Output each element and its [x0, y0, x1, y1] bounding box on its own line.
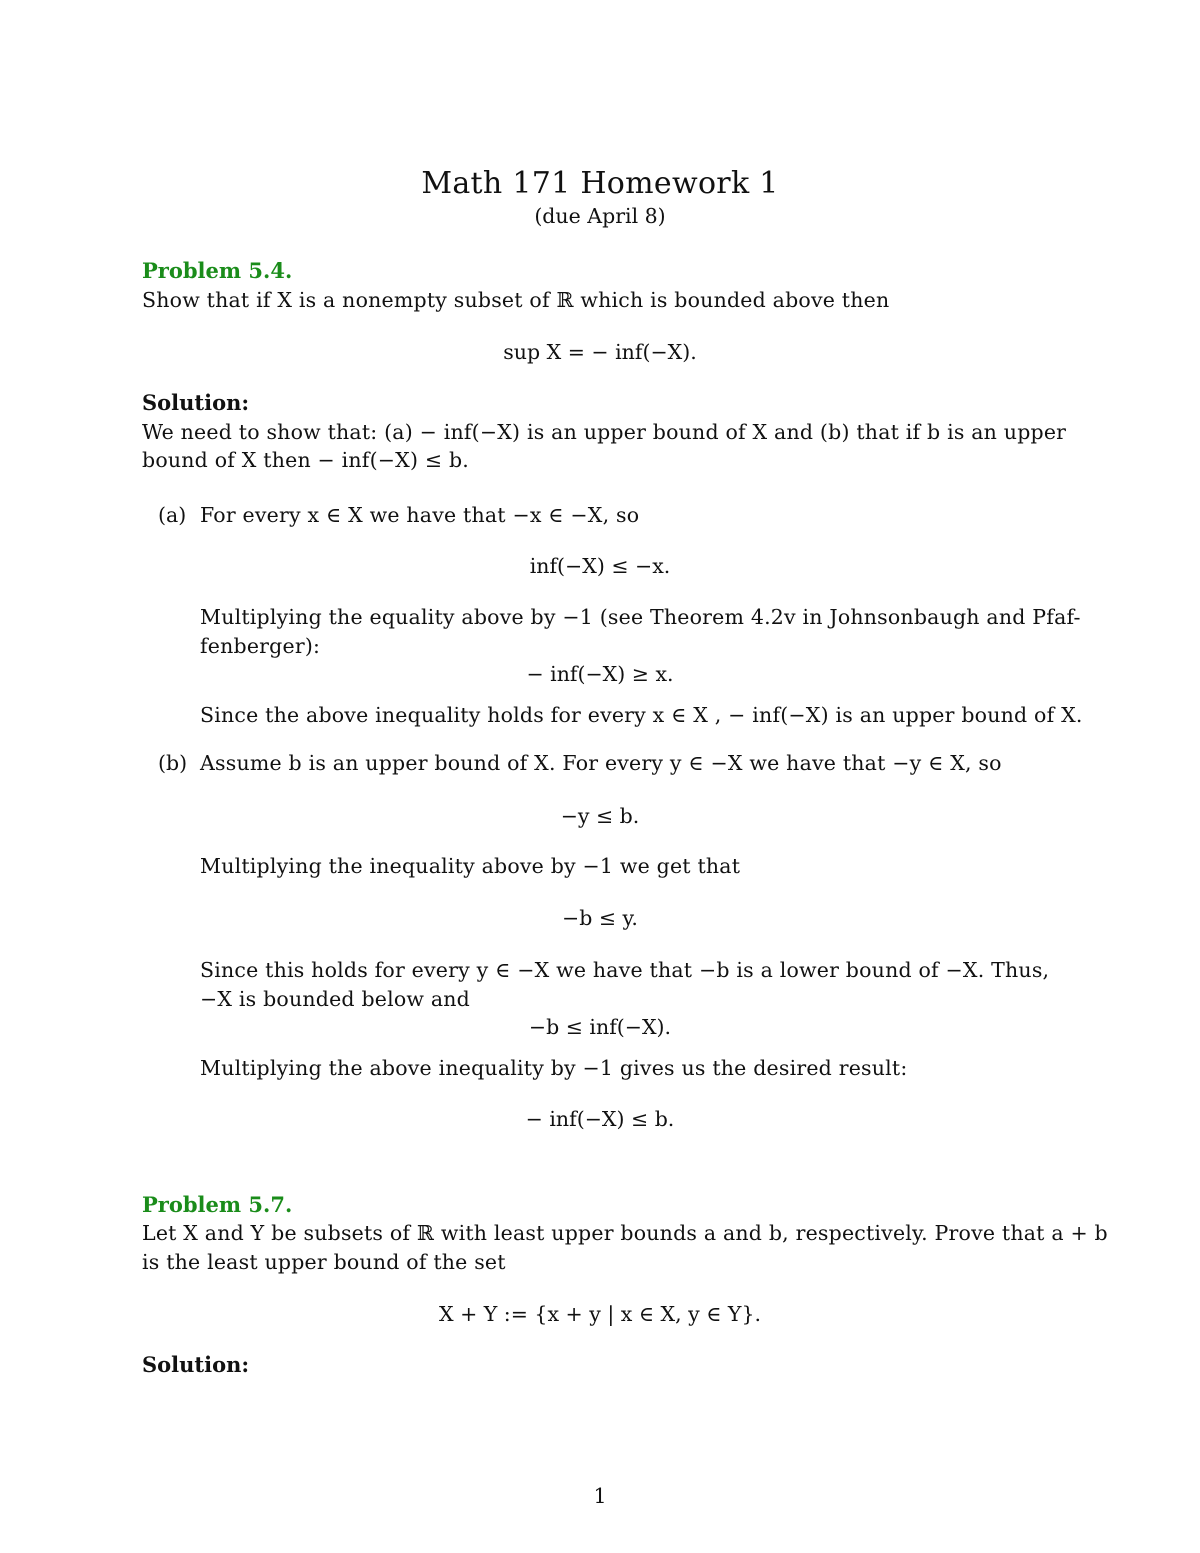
display-equation: sup X = − inf(−X). — [503, 340, 697, 364]
solution-intro-line: bound of X then − inf(−X) ≤ b. — [142, 448, 470, 472]
part-text-line: Multiplying the equality above by −1 (see Theorem 4.2v in Johnsonbaugh and Pfaf- — [200, 605, 1081, 629]
part-text-line: Multiplying the inequality above by −1 we get that — [200, 854, 741, 878]
page-title: Math 171 Homework 1 — [421, 166, 779, 201]
part-text-line: Assume b is an upper bound of X. For every y ∈ −X we have that −y ∈ X, so — [200, 751, 1002, 775]
display-equation: −b ≤ y. — [562, 906, 638, 930]
problem-statement: Let X and Y be subsets of ℝ with least upper bounds a and b, respectively. Prove that a + b — [142, 1221, 1108, 1245]
display-equation: inf(−X) ≤ −x. — [529, 554, 671, 578]
problem-heading: Problem 5.7. — [142, 1192, 293, 1217]
solution-label: Solution: — [142, 390, 250, 415]
part-text-line: For every x ∈ X we have that −x ∈ −X, so — [200, 503, 640, 527]
page-number: 1 — [593, 1484, 607, 1508]
part-label: (b) — [158, 751, 188, 775]
part-text-line: −X is bounded below and — [200, 987, 471, 1011]
solution-label: Solution: — [142, 1352, 250, 1377]
part-text-line: fenberger): — [200, 634, 321, 658]
part-text-line: Multiplying the above inequality by −1 gives us the desired result: — [200, 1056, 908, 1080]
display-equation: − inf(−X) ≤ b. — [525, 1107, 675, 1131]
problem-statement: is the least upper bound of the set — [142, 1250, 506, 1274]
solution-intro-line: We need to show that: (a) − inf(−X) is an upper bound of X and (b) that if b is an upper — [142, 420, 1067, 444]
due-date: (due April 8) — [534, 204, 666, 228]
part-text-line: Since this holds for every y ∈ −X we have that −b is a lower bound of −X. Thus, — [200, 958, 1050, 982]
display-equation: − inf(−X) ≥ x. — [526, 662, 674, 686]
display-equation: −b ≤ inf(−X). — [528, 1015, 672, 1039]
display-equation: −y ≤ b. — [560, 804, 640, 828]
problem-statement: Show that if X is a nonempty subset of ℝ which is bounded above then — [142, 288, 890, 312]
display-equation: X + Y := {x + y | x ∈ X, y ∈ Y}. — [438, 1302, 762, 1326]
part-label: (a) — [158, 503, 187, 527]
problem-heading: Problem 5.4. — [142, 258, 293, 283]
part-text-line: Since the above inequality holds for every x ∈ X , − inf(−X) is an upper bound of X. — [200, 703, 1083, 727]
